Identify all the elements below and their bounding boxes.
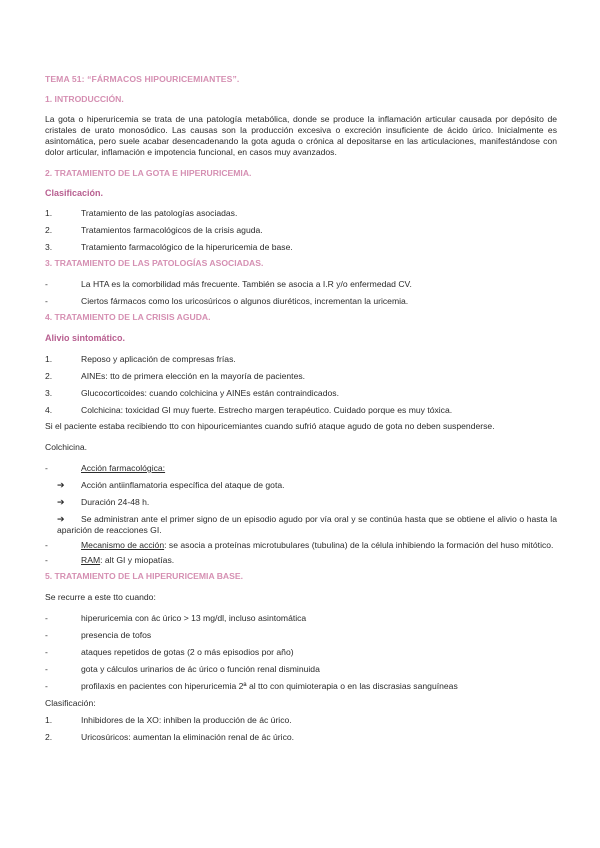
list-text: ataques repetidos de gotas (2 o más episodios por año) — [81, 647, 294, 657]
list-text: Uricosúricos: aumentan la eliminación renal de ác úrico. — [81, 732, 295, 742]
arrow-icon: ➔ — [57, 497, 65, 507]
list-marker: - — [45, 463, 48, 473]
list-item — [45, 388, 557, 399]
arrow-text: Duración 24-48 h. — [81, 497, 150, 507]
list-text: Reposo y aplicación de compresas frías. — [81, 354, 236, 364]
accion-farmacologica-label: Acción farmacológica: — [81, 463, 166, 473]
list-marker: 2. — [45, 371, 53, 381]
section-1-heading: 1. INTRODUCCIÓN. — [45, 94, 124, 104]
list-text: profilaxis en pacientes con hiperuricemia 2ª al tto con quimioterapia o en las discrasias sanguíneas — [81, 681, 458, 691]
list-text: gota y cálculos urinarios de ác úrico o función renal disminuida — [81, 664, 320, 674]
list-item — [45, 647, 557, 658]
alivio-subheading: Alivio sintomático. — [45, 333, 126, 343]
mecanismo-item — [45, 540, 557, 551]
list-marker: 3. — [45, 388, 53, 398]
list-text: Glucocorticoides: cuando colchicina y AINEs están contraindicados. — [81, 388, 339, 398]
list-marker: - — [45, 664, 48, 674]
list-item — [45, 732, 557, 743]
list-item — [45, 630, 557, 641]
list-text: Tratamiento de las patologías asociadas. — [81, 208, 238, 218]
list-marker: - — [45, 296, 48, 306]
list-item — [45, 715, 557, 726]
intro-paragraph: La gota o hiperuricemia se trata de una patología metabólica, donde se produce la inflamación articular causada por depósito de cristales de urato monosódico. Las causas son la producción excesiva o excreción insuficiente de ácido úrico. Inicialmente es asintomática, pero suele acabar desencadenando la gota aguda o crónica al depositarse en las articulaciones, manifestándose con dolor articular, inflamación e impotencia funcional, en casos muy avanzados. — [45, 114, 557, 157]
clasificacion-subheading: Clasificación. — [45, 188, 104, 198]
section-5-intro: Se recurre a este tto cuando: — [45, 592, 156, 602]
list-marker: - — [45, 555, 48, 565]
list-item — [45, 613, 557, 624]
list-item — [45, 463, 557, 474]
section-2-heading: 2. TRATAMIENTO DE LA GOTA E HIPERURICEMIA. — [45, 168, 252, 178]
list-text: presencia de tofos — [81, 630, 152, 640]
list-marker: 3. — [45, 242, 53, 252]
list-marker: - — [45, 647, 48, 657]
list-marker: 1. — [45, 354, 53, 364]
list-item — [45, 664, 557, 675]
arrow-text: Acción antiinflamatoria específica del ataque de gota. — [81, 480, 285, 490]
list-text: Colchicina: toxicidad GI muy fuerte. Estrecho margen terapéutico. Cuidado porque es muy tóxica. — [81, 405, 453, 415]
mecanismo-label: Mecanismo de acción — [81, 540, 165, 550]
list-marker: - — [45, 630, 48, 640]
arrow-item-wrapped — [57, 514, 557, 536]
list-item — [45, 296, 557, 307]
suspension-paragraph: Si el paciente estaba recibiendo tto con hipouricemiantes cuando sufrió ataque agudo de gota no deben suspenderse. — [45, 421, 495, 431]
list-text: Ciertos fármacos como los uricosúricos o algunos diuréticos, incrementan la uricemia. — [81, 296, 409, 306]
list-text: Tratamientos farmacológicos de la crisis aguda. — [81, 225, 263, 235]
section-3-heading: 3. TRATAMIENTO DE LAS PATOLOGÍAS ASOCIADAS. — [45, 258, 264, 268]
list-item — [45, 354, 557, 365]
colchicina-label: Colchicina. — [45, 442, 88, 452]
list-item — [45, 242, 557, 253]
list-item — [45, 225, 557, 236]
list-text: Tratamiento farmacológico de la hiperuricemia de base. — [81, 242, 293, 252]
list-marker: 2. — [45, 225, 53, 235]
list-text: Inhibidores de la XO: inhiben la producción de ác úrico. — [81, 715, 292, 725]
clasificacion-label: Clasificación: — [45, 698, 96, 708]
list-item — [45, 405, 557, 416]
list-marker: - — [45, 613, 48, 623]
arrow-icon: ➔ — [57, 480, 65, 490]
list-marker: 1. — [45, 208, 53, 218]
ram-label: RAM — [81, 555, 101, 565]
mecanismo-text: : se asocia a proteínas microtubulares (tubulina) de la célula inhibiendo la formación del huso mitótico. — [164, 540, 554, 550]
list-marker: 4. — [45, 405, 53, 415]
list-item — [45, 681, 557, 692]
list-item — [45, 371, 557, 382]
list-text: AINEs: tto de primera elección en la mayoría de pacientes. — [81, 371, 306, 381]
ram-item — [45, 555, 557, 566]
list-marker: 2. — [45, 732, 53, 742]
list-item — [45, 279, 557, 290]
document-title: TEMA 51: “FÁRMACOS HIPOURICEMIANTES”. — [45, 74, 240, 84]
list-text: hiperuricemia con ác úrico > 13 mg/dl, incluso asintomática — [81, 613, 307, 623]
ram-text: : alt GI y miopatías. — [100, 555, 175, 565]
list-text: La HTA es la comorbilidad más frecuente. También se asocia a I.R y/o enfermedad CV. — [81, 279, 412, 289]
list-marker: - — [45, 279, 48, 289]
section-5-heading: 5. TRATAMIENTO DE LA HIPERURICEMIA BASE. — [45, 571, 243, 581]
list-marker: 1. — [45, 715, 53, 725]
arrow-text: Se administran ante el primer signo de un episodio agudo por vía oral y se continúa hasta que se obtiene el alivio o hasta la aparición de reacciones GI. — [57, 514, 557, 535]
arrow-icon: ➔ — [57, 514, 65, 524]
list-marker: - — [45, 681, 48, 691]
arrow-item — [57, 497, 557, 508]
arrow-item — [57, 480, 557, 491]
list-marker: - — [45, 540, 48, 550]
section-4-heading: 4. TRATAMIENTO DE LA CRISIS AGUDA. — [45, 312, 211, 322]
list-item — [45, 208, 557, 219]
document-content — [45, 74, 557, 749]
